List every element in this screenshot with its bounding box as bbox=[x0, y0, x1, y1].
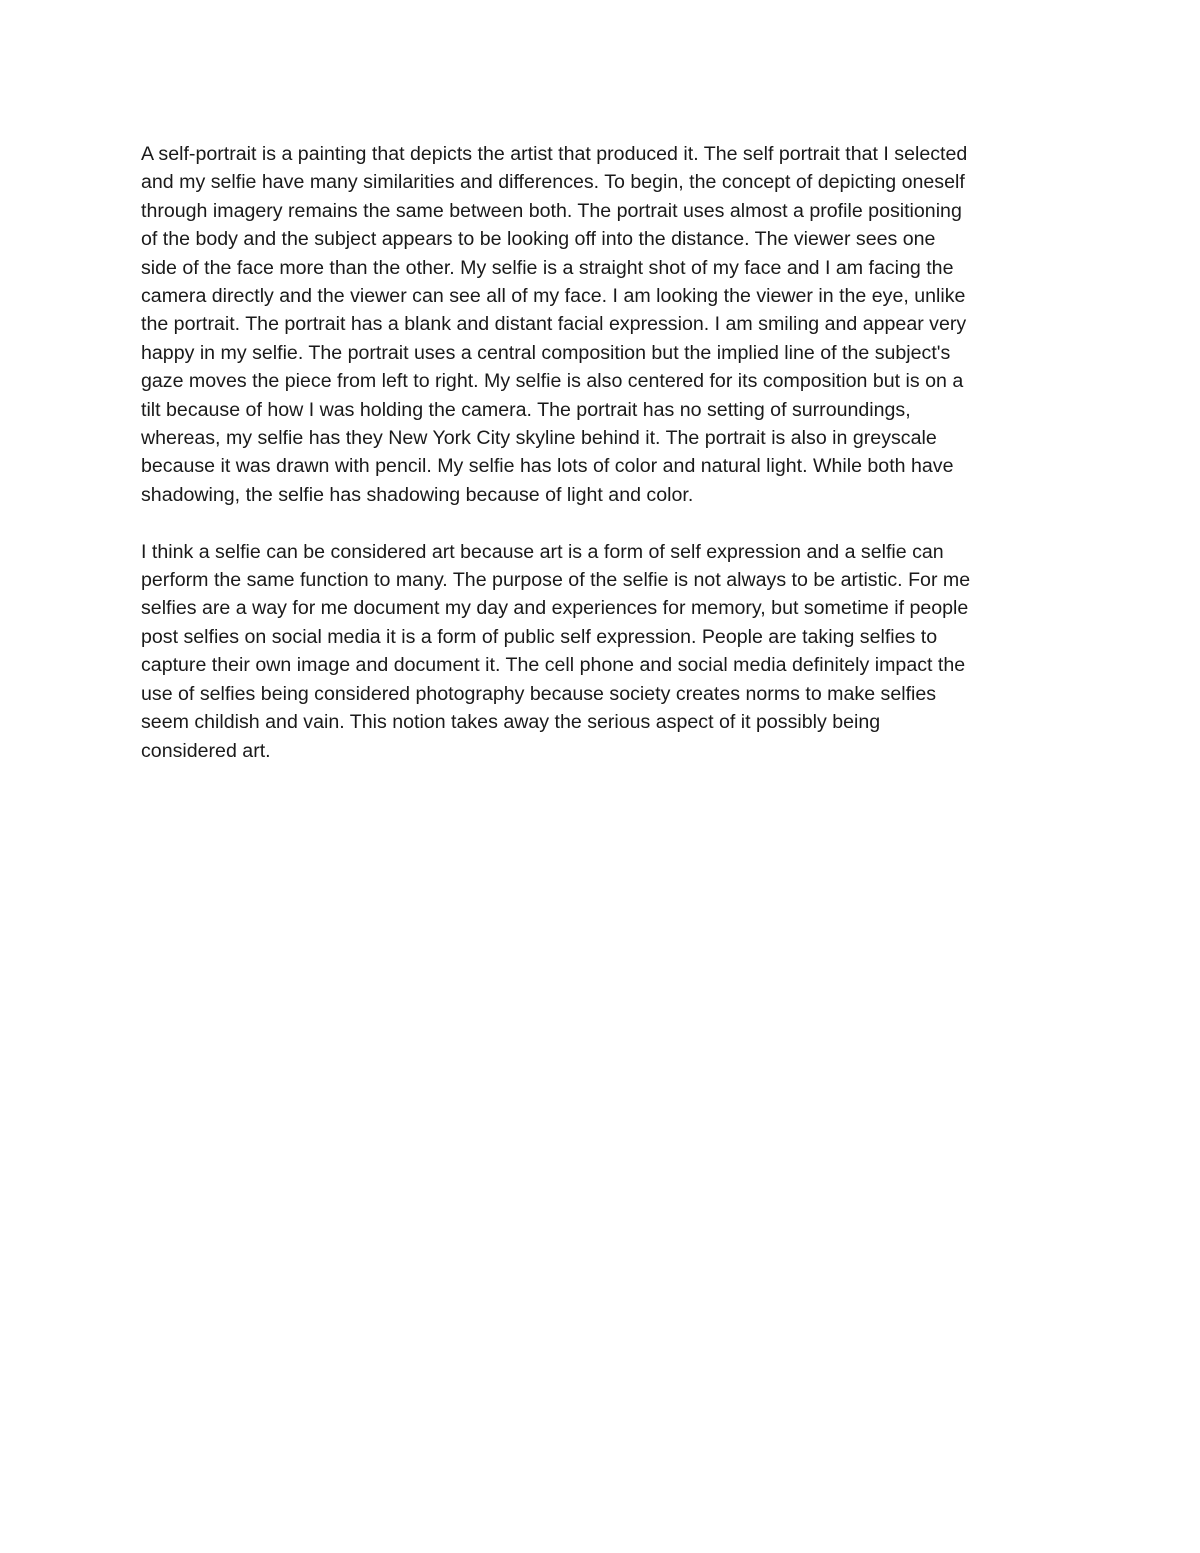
text-line: of the body and the subject appears to be looking off into the distance. The viewer sees one bbox=[141, 228, 936, 251]
text-line: gaze moves the piece from left to right. My selfie is also centered for its composition but is on a bbox=[141, 370, 964, 393]
text-line: perform the same function to many. The purpose of the selfie is not always to be artistic. For me bbox=[141, 569, 971, 592]
text-line: post selfies on social media it is a form of public self expression. People are taking selfies to bbox=[141, 625, 938, 648]
text-line: through imagery remains the same between both. The portrait uses almost a profile positioning bbox=[141, 199, 962, 222]
paragraph-2 bbox=[141, 538, 1059, 765]
text-line: seem childish and vain. This notion takes away the serious aspect of it possibly being bbox=[141, 711, 881, 734]
text-line: use of selfies being considered photography because society creates norms to make selfies bbox=[141, 682, 937, 705]
document-body bbox=[141, 140, 1059, 765]
text-line: the portrait. The portrait has a blank and distant facial expression. I am smiling and appear very bbox=[141, 313, 967, 336]
paragraph-1 bbox=[141, 140, 1059, 509]
text-line: because it was drawn with pencil. My selfie has lots of color and natural light. While both have bbox=[141, 455, 954, 478]
text-line: camera directly and the viewer can see all of my face. I am looking the viewer in the eye, unlike bbox=[141, 285, 966, 308]
text-line: considered art. bbox=[141, 739, 271, 762]
text-line: whereas, my selfie has they New York City skyline behind it. The portrait is also in greyscale bbox=[141, 427, 937, 450]
text-line: side of the face more than the other. My selfie is a straight shot of my face and I am facing the bbox=[141, 256, 954, 279]
text-line: I think a selfie can be considered art because art is a form of self expression and a selfie can bbox=[141, 540, 944, 563]
text-line: tilt because of how I was holding the camera. The portrait has no setting of surroundings, bbox=[141, 398, 911, 421]
text-line: A self-portrait is a painting that depicts the artist that produced it. The self portrait that I selected bbox=[141, 143, 968, 165]
text-line: selfies are a way for me document my day and experiences for memory, but sometime if people bbox=[141, 597, 969, 620]
text-line: capture their own image and document it. The cell phone and social media definitely impact the bbox=[141, 654, 966, 677]
text-line: and my selfie have many similarities and differences. To begin, the concept of depicting oneself bbox=[141, 171, 965, 194]
text-line: shadowing, the selfie has shadowing because of light and color. bbox=[141, 483, 694, 506]
text-line: happy in my selfie. The portrait uses a central composition but the implied line of the subject's bbox=[141, 341, 951, 364]
